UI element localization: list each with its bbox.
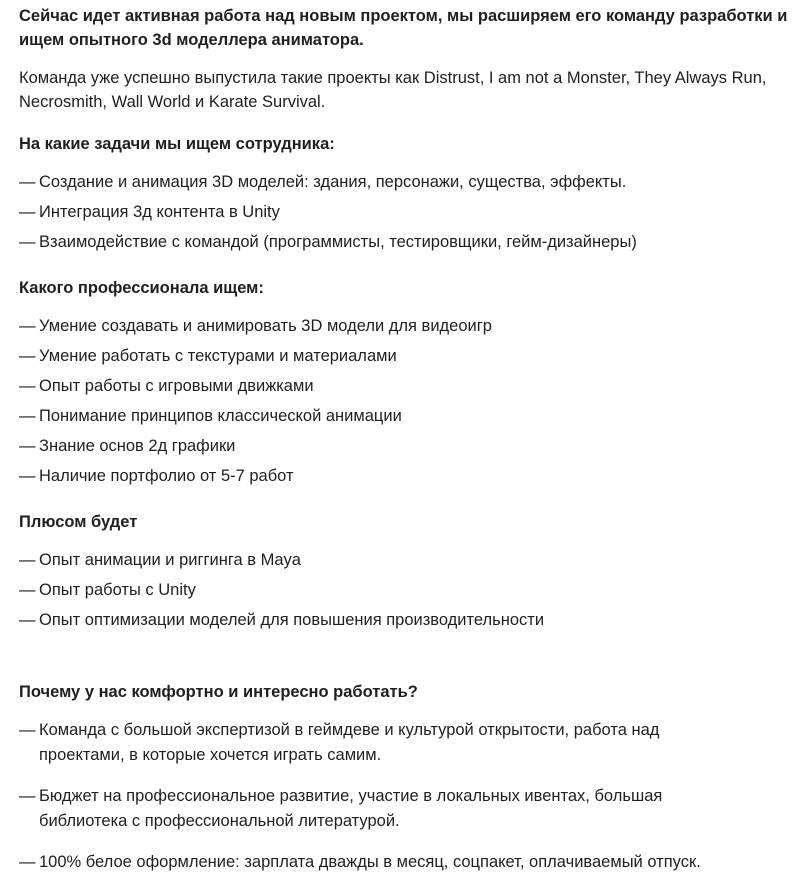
list-item — [19, 578, 796, 608]
list-item — [19, 548, 796, 578]
dash-bullet: — — [19, 853, 36, 871]
dash-bullet: — — [19, 407, 36, 425]
list-item — [19, 404, 796, 434]
list-item-text: Опыт анимации и риггинга в Maya — [39, 551, 301, 569]
list-item — [19, 464, 796, 494]
tasks-list — [19, 170, 796, 260]
list-item — [19, 200, 796, 230]
list-item-text: Интеграция 3д контента в Unity — [39, 203, 280, 221]
dash-bullet: — — [19, 581, 36, 599]
list-item-text: Создание и анимация 3D моделей: здания, персонажи, существа, эффекты. — [39, 173, 627, 191]
dash-bullet: — — [19, 611, 36, 629]
dash-bullet: — — [19, 203, 36, 221]
dash-bullet: — — [19, 317, 36, 335]
list-item-text: Наличие портфолио от 5-7 работ — [39, 467, 294, 485]
section-spacer — [19, 654, 796, 680]
dash-bullet: — — [19, 347, 36, 365]
list-item-text: 100% белое оформление: зарплата дважды в месяц, соцпакет, оплачиваемый отпуск. — [39, 853, 701, 871]
list-item-text: Бюджет на профессиональное развитие, участие в локальных ивентах, большая библиотека с профессиональной литературой. — [39, 787, 663, 830]
list-item-text: Опыт оптимизации моделей для повышения производительности — [39, 611, 545, 629]
dash-bullet: — — [19, 233, 36, 251]
why-heading: Почему у нас комфортно и интересно работать? — [19, 683, 418, 701]
dash-bullet: — — [19, 173, 36, 191]
tasks-heading: На какие задачи мы ищем сотрудника: — [19, 135, 335, 153]
list-item — [19, 230, 796, 260]
list-item — [19, 170, 796, 200]
intro-paragraph: Команда уже успешно выпустила такие проекты как Distrust, I am not a Monster, They Always Run, Necrosmith, Wall World и Karate Survival. — [19, 69, 767, 111]
bonus-heading: Плюсом будет — [19, 513, 138, 531]
list-item — [19, 344, 796, 374]
list-item-text: Команда с большой экспертизой в геймдеве и культурой открытости, работа над проектами, в которые хочется играть самим. — [39, 721, 660, 764]
list-item — [19, 434, 796, 464]
list-item — [19, 850, 739, 875]
list-item-text: Опыт работы с игровыми движками — [39, 377, 314, 395]
requirements-heading: Какого профессионала ищем: — [19, 279, 264, 297]
dash-bullet: — — [19, 467, 36, 485]
list-item-text: Умение работать с текстурами и материалами — [39, 347, 397, 365]
requirements-list — [19, 314, 796, 494]
list-item-text: Знание основ 2д графики — [39, 437, 236, 455]
list-item — [19, 784, 739, 834]
dash-bullet: — — [19, 551, 36, 569]
list-item — [19, 314, 796, 344]
dash-bullet: — — [19, 377, 36, 395]
dash-bullet: — — [19, 721, 36, 739]
bonus-list — [19, 548, 796, 638]
list-item-text: Опыт работы с Unity — [39, 581, 196, 599]
lead-paragraph: Сейчас идет активная работа над новым проектом, мы расширяем его команду разработки и ищем опытного 3d моделлера аниматора. — [19, 7, 788, 49]
why-list — [19, 718, 796, 875]
list-item — [19, 374, 796, 404]
list-item — [19, 608, 796, 638]
list-item-text: Понимание принципов классической анимации — [39, 407, 402, 425]
list-item-text: Умение создавать и анимировать 3D модели для видеоигр — [39, 317, 492, 335]
dash-bullet: — — [19, 437, 36, 455]
dash-bullet: — — [19, 787, 36, 805]
list-item — [19, 718, 739, 768]
list-item-text: Взаимодействие с командой (программисты, тестировщики, гейм-дизайнеры) — [39, 233, 637, 251]
